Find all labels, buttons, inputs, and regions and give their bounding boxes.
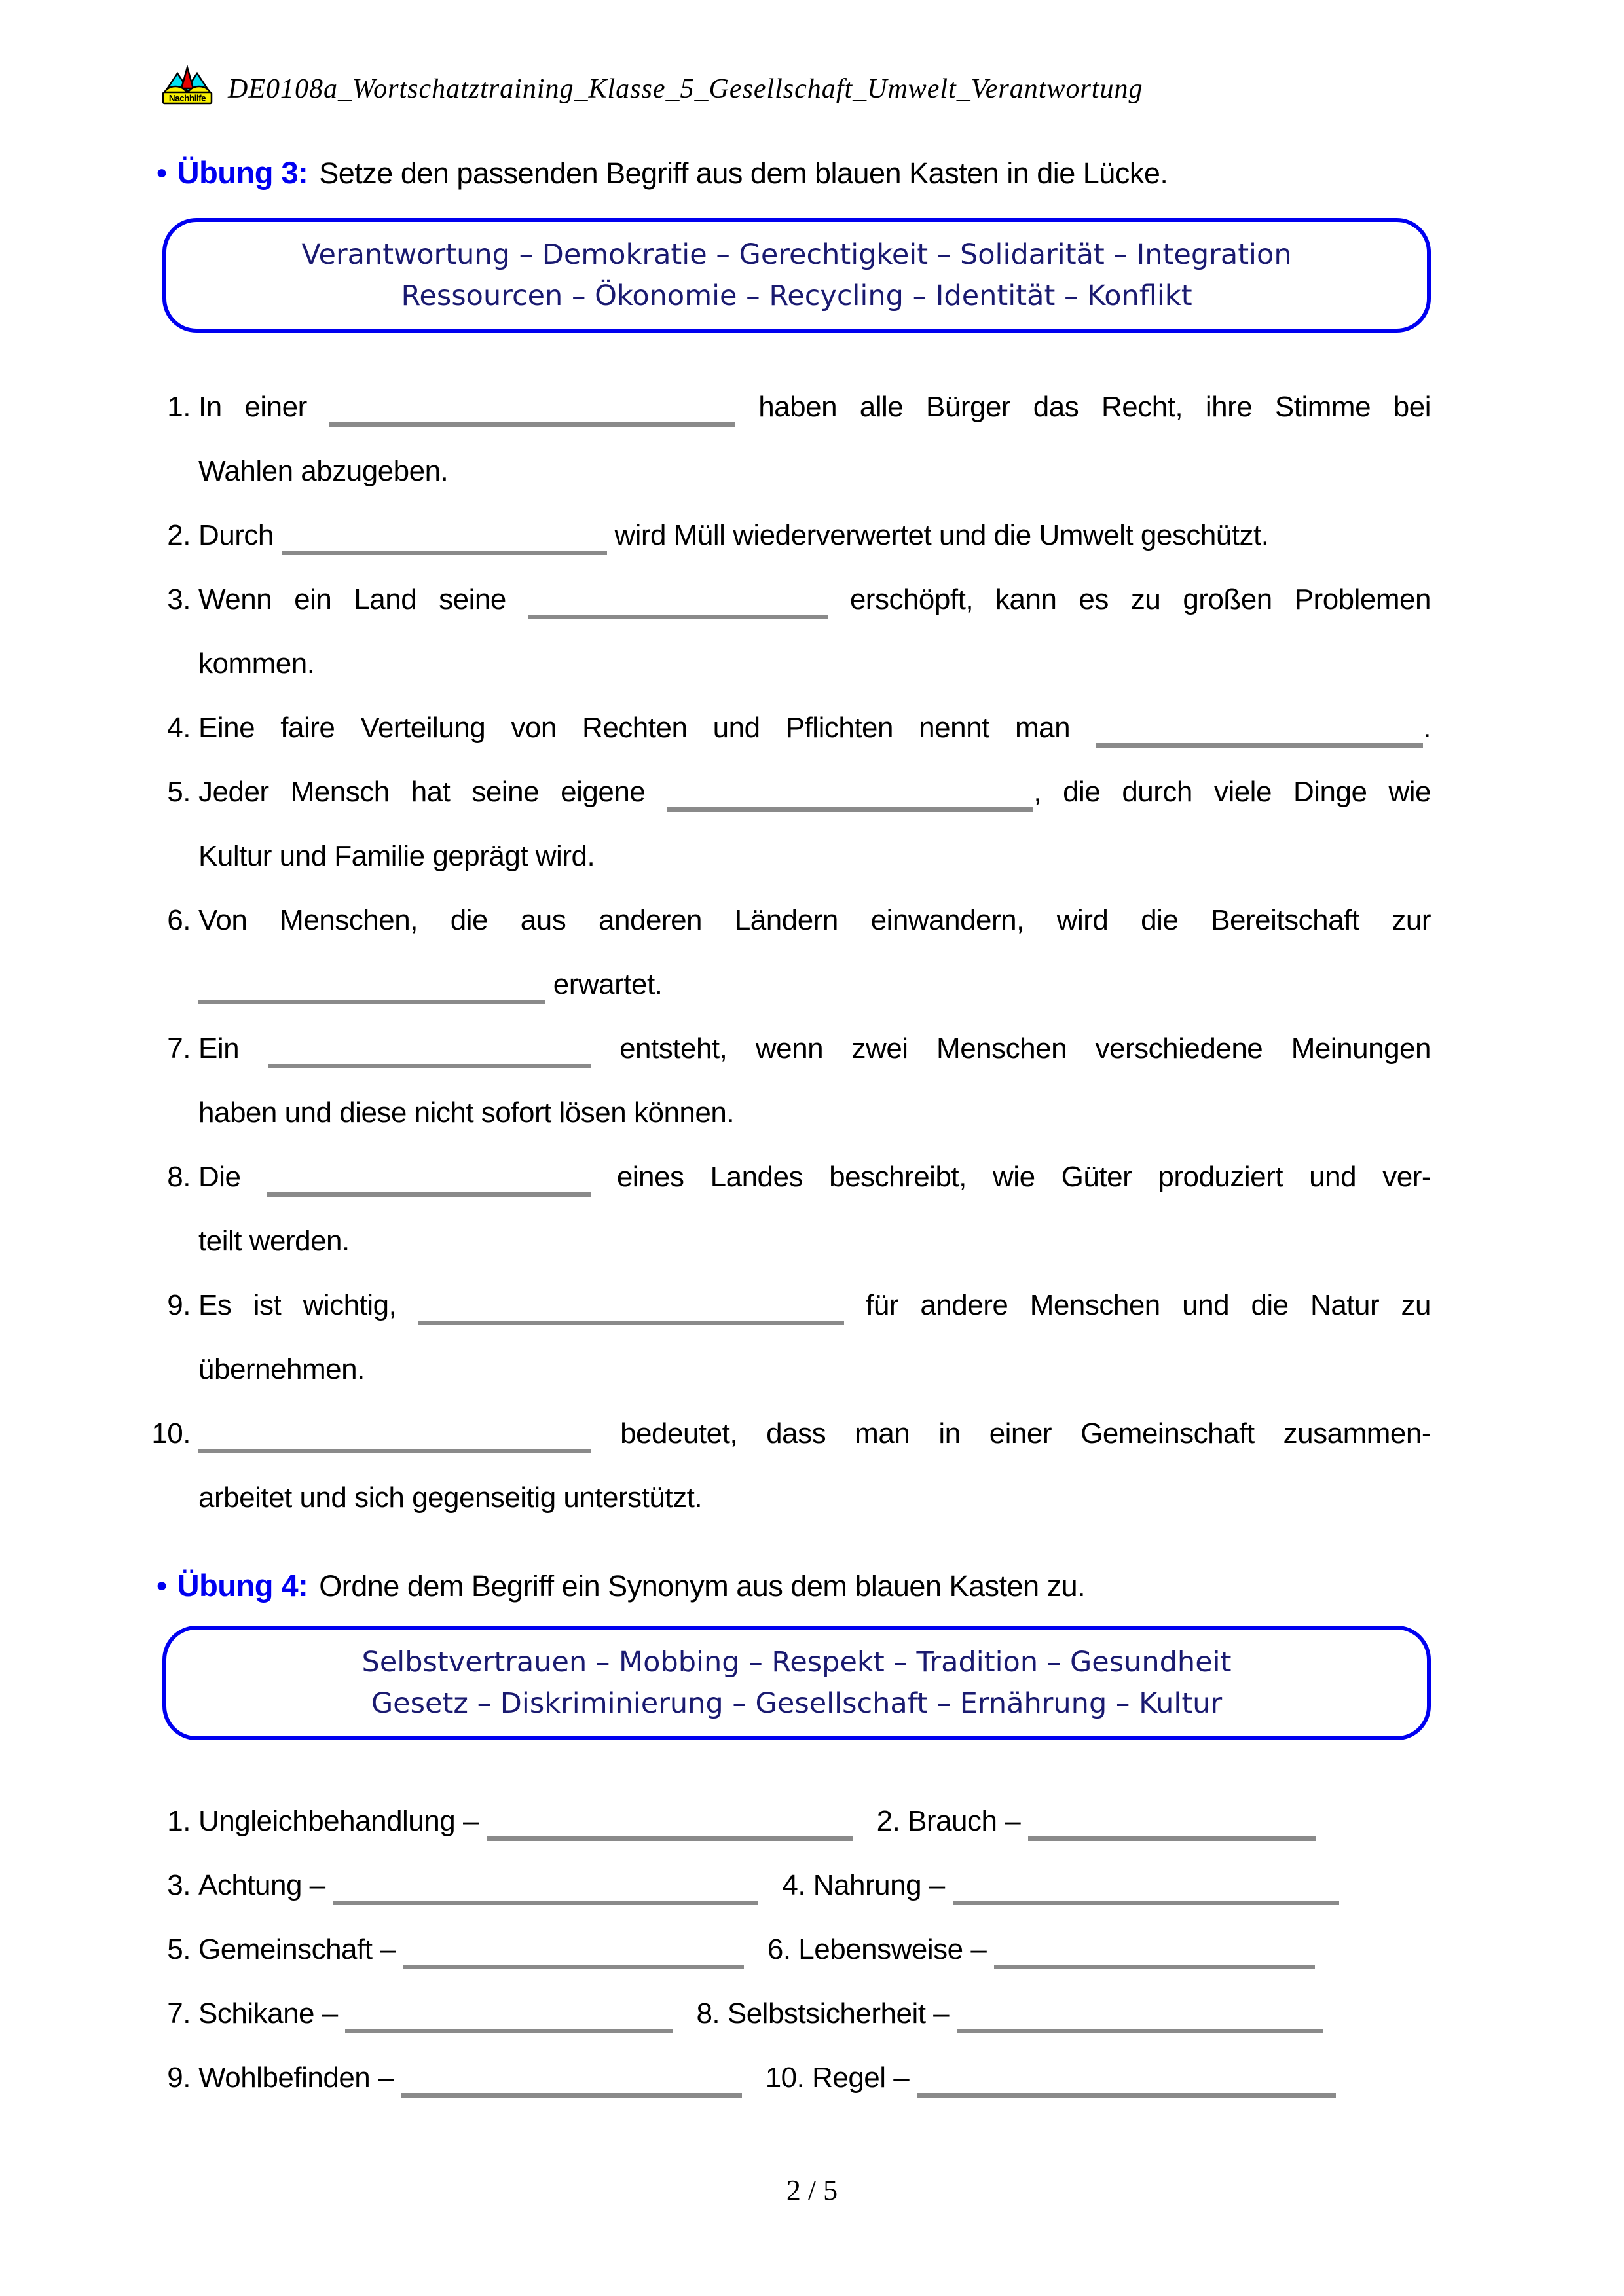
item-number: 9. bbox=[167, 1289, 191, 1321]
item-text bbox=[198, 568, 1431, 696]
item-number: 4. bbox=[782, 1869, 813, 1901]
matching-row bbox=[138, 2046, 1546, 2110]
blank-line bbox=[329, 422, 735, 427]
item-line: In einer haben alle Bürger das Recht, ihre Stimme bei bbox=[198, 375, 1431, 439]
blank-line bbox=[198, 1449, 591, 1453]
item-line: haben und diese nicht sofort lösen können. bbox=[198, 1097, 735, 1129]
term-label: Wohlbefinden – bbox=[198, 2062, 401, 2094]
term-label: Ungleichbehandlung – bbox=[198, 1805, 487, 1837]
matching-row-content bbox=[198, 1982, 1546, 2046]
item-number: 3. bbox=[167, 1869, 191, 1901]
item-number: 10. bbox=[151, 1417, 191, 1449]
item-number: 2. bbox=[876, 1805, 908, 1837]
item-text bbox=[198, 503, 1431, 568]
item-line: Eine faire Verteilung von Rechten und Pflichten nennt man . bbox=[198, 696, 1431, 760]
term-label: Brauch – bbox=[908, 1805, 1028, 1837]
item-text bbox=[198, 1402, 1431, 1530]
blank-line bbox=[528, 615, 828, 619]
item-number: 5. bbox=[167, 776, 191, 808]
item-number: 8. bbox=[696, 1997, 728, 2030]
item-number: 1. bbox=[167, 1805, 191, 1837]
blank-line bbox=[282, 551, 607, 555]
uebung3-items bbox=[138, 375, 1431, 1530]
exercise-item bbox=[138, 1017, 1431, 1145]
wordbox-line: Verantwortung – Demokratie – Gerechtigkeit – Solidarität – Integration bbox=[301, 238, 1292, 271]
document-title: DE0108a_Wortschatztraining_Klasse_5_Gesellschaft_Umwelt_Verantwortung bbox=[228, 74, 1143, 104]
item-number: 7. bbox=[167, 1032, 191, 1065]
bullet-icon: ● bbox=[156, 1575, 168, 1596]
term-label: Regel – bbox=[812, 2062, 917, 2094]
matching-row-content bbox=[198, 1918, 1546, 1982]
matching-row bbox=[138, 1918, 1546, 1982]
blank-line bbox=[401, 2093, 742, 2098]
exercise-item bbox=[138, 568, 1431, 696]
page-number: 2 / 5 bbox=[786, 2174, 838, 2206]
exercise-item bbox=[138, 696, 1431, 760]
uebung4-instruction: Ordne dem Begriff ein Synonym aus dem blauen Kasten zu. bbox=[319, 1569, 1086, 1603]
blank-line bbox=[994, 1965, 1315, 1969]
nachhilfe-logo bbox=[161, 65, 213, 105]
matching-row bbox=[138, 1853, 1546, 1918]
item-text bbox=[198, 888, 1431, 1017]
exercise-item bbox=[138, 760, 1431, 888]
item-line: Es ist wichtig, für andere Menschen und die Natur zu bbox=[198, 1273, 1431, 1338]
item-line: Durch wird Müll wiederverwertet und die Umwelt geschützt. bbox=[198, 503, 1431, 568]
item-text bbox=[198, 1145, 1431, 1273]
term-label: Gemeinschaft – bbox=[198, 1933, 403, 1965]
blank-line bbox=[1028, 1836, 1316, 1841]
matching-row-content bbox=[198, 2046, 1546, 2110]
item-number: 2. bbox=[167, 519, 191, 551]
uebung4-wordbox bbox=[162, 1626, 1431, 1740]
item-line: übernehmen. bbox=[198, 1353, 365, 1385]
exercise-item bbox=[138, 375, 1431, 503]
term-label: Lebensweise – bbox=[798, 1933, 995, 1965]
matching-row-content bbox=[198, 1789, 1546, 1853]
item-number: 9. bbox=[167, 2062, 191, 2094]
item-number: 8. bbox=[167, 1161, 191, 1193]
uebung3-wordbox bbox=[162, 218, 1431, 333]
blank-line bbox=[1096, 743, 1423, 748]
matching-row bbox=[138, 1982, 1546, 2046]
item-line: Wahlen abzugeben. bbox=[198, 455, 449, 487]
blank-line bbox=[667, 807, 1033, 812]
uebung4-title: Übung 4: bbox=[177, 1568, 308, 1603]
uebung4-items bbox=[138, 1789, 1546, 2110]
wordbox-line: Gesetz – Diskriminierung – Gesellschaft – Ernährung – Kultur bbox=[371, 1686, 1223, 1720]
item-text bbox=[198, 375, 1431, 503]
bullet-icon: ● bbox=[156, 162, 168, 183]
item-number: 4. bbox=[167, 712, 191, 744]
exercise-item bbox=[138, 1145, 1431, 1273]
item-text bbox=[198, 1273, 1431, 1402]
wordbox-line: Selbstvertrauen – Mobbing – Respekt – Tradition – Gesundheit bbox=[361, 1645, 1232, 1679]
item-text bbox=[198, 696, 1431, 760]
item-number: 1. bbox=[167, 391, 191, 423]
uebung3-heading bbox=[156, 155, 1168, 191]
item-number: 5. bbox=[167, 1933, 191, 1965]
uebung3-title: Übung 3: bbox=[177, 155, 308, 190]
item-line: Von Menschen, die aus anderen Ländern einwandern, wird die Bereitschaft zur bbox=[198, 904, 1431, 936]
blank-line bbox=[333, 1901, 758, 1905]
item-line: Wenn ein Land seine erschöpft, kann es zu großen Problemen bbox=[198, 568, 1431, 632]
uebung3-instruction: Setze den passenden Begriff aus dem blauen Kasten in die Lücke. bbox=[319, 156, 1168, 190]
blank-line bbox=[418, 1321, 844, 1325]
exercise-item bbox=[138, 503, 1431, 568]
exercise-item bbox=[138, 888, 1431, 1017]
matching-row-content bbox=[198, 1853, 1546, 1918]
item-number: 3. bbox=[167, 583, 191, 615]
term-label: Nahrung – bbox=[813, 1869, 953, 1901]
item-number: 7. bbox=[167, 1997, 191, 2030]
blank-line bbox=[487, 1836, 853, 1841]
item-line: Kultur und Familie geprägt wird. bbox=[198, 840, 595, 872]
item-line: bedeutet, dass man in einer Gemeinschaft zusammen- bbox=[198, 1402, 1431, 1466]
blank-line bbox=[345, 2029, 673, 2033]
exercise-item bbox=[138, 1402, 1431, 1530]
exercise-item bbox=[138, 1273, 1431, 1402]
uebung4-heading bbox=[156, 1567, 1085, 1603]
term-label: Schikane – bbox=[198, 1997, 346, 2030]
blank-line bbox=[267, 1192, 591, 1197]
item-line: Die eines Landes beschreibt, wie Güter produziert und ver- bbox=[198, 1145, 1431, 1209]
item-number: 6. bbox=[767, 1933, 799, 1965]
item-text bbox=[198, 1017, 1431, 1145]
term-label: Achtung – bbox=[198, 1869, 333, 1901]
term-label: Selbstsicherheit – bbox=[727, 1997, 957, 2030]
blank-line bbox=[198, 1000, 545, 1004]
item-text bbox=[198, 760, 1431, 888]
item-line: kommen. bbox=[198, 647, 315, 680]
wordbox-line: Ressourcen – Ökonomie – Recycling – Identität – Konflikt bbox=[401, 279, 1192, 312]
blank-line bbox=[953, 1901, 1339, 1905]
blank-line bbox=[957, 2029, 1323, 2033]
item-line: erwartet. bbox=[198, 953, 1431, 1017]
item-line: teilt werden. bbox=[198, 1225, 350, 1257]
item-number: 6. bbox=[167, 904, 191, 936]
item-number: 10. bbox=[765, 2062, 813, 2094]
item-line: Jeder Mensch hat seine eigene , die durch viele Dinge wie bbox=[198, 760, 1431, 824]
blank-line bbox=[917, 2093, 1336, 2098]
blank-line bbox=[268, 1064, 591, 1068]
logo-center-peak bbox=[181, 67, 193, 88]
logo-banner-label: Nachhilfe bbox=[168, 93, 206, 103]
item-line: Ein entsteht, wenn zwei Menschen verschiedene Meinungen bbox=[198, 1017, 1431, 1081]
item-line: arbeitet und sich gegenseitig unterstützt. bbox=[198, 1482, 703, 1514]
blank-line bbox=[403, 1965, 744, 1969]
matching-row bbox=[138, 1789, 1546, 1853]
